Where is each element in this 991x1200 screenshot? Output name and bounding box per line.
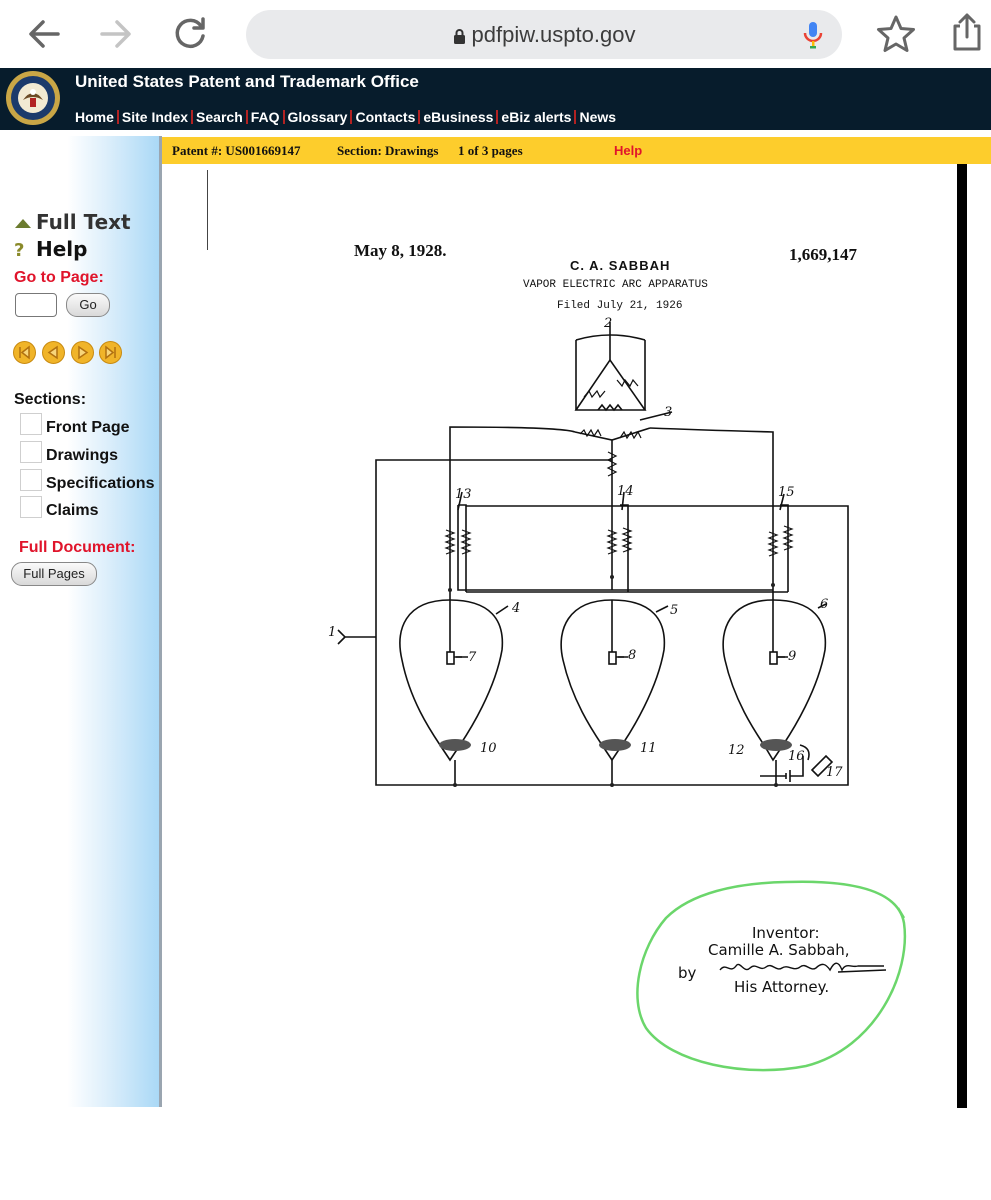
previous-page-icon[interactable] — [42, 341, 65, 364]
figure-label-7: 7 — [468, 650, 477, 665]
nav-separator — [117, 110, 119, 124]
back-arrow-icon[interactable] — [24, 14, 64, 54]
patent-number: Patent #: US001669147 — [172, 143, 301, 158]
sections-label: Sections: — [14, 391, 87, 408]
full-pages-button[interactable]: Full Pages — [11, 562, 97, 586]
uspto-header — [0, 68, 991, 130]
nav-news[interactable]: News — [579, 109, 617, 125]
figure-label-13: 13 — [455, 487, 472, 502]
section-drawings[interactable]: Drawings — [46, 447, 119, 464]
go-to-page-label: Go to Page: — [14, 269, 104, 286]
figure-label-17: 17 — [826, 765, 843, 780]
figure-label-6: 6 — [820, 597, 829, 612]
document-patent-number: 1,669,147 — [789, 245, 857, 264]
nav-ebusiness[interactable]: eBusiness — [423, 109, 494, 125]
star-icon[interactable] — [876, 14, 916, 54]
help-link-bar[interactable]: Help — [614, 143, 643, 158]
help-label: Help — [36, 237, 88, 261]
first-page-icon[interactable] — [13, 341, 36, 364]
last-page-icon[interactable] — [99, 341, 122, 364]
nav-ebiz-alerts[interactable]: eBiz alerts — [501, 109, 572, 125]
full-document-label: Full Document: — [19, 539, 136, 556]
attorney-label: His Attorney. — [734, 978, 830, 996]
inventor-signature-block — [636, 878, 908, 1073]
full-text-link[interactable] — [14, 210, 131, 234]
nav-separator — [574, 110, 576, 124]
page-number-input[interactable] — [15, 293, 57, 317]
filed-date: Filed July 21, 1926 — [557, 300, 683, 312]
attorney-signature — [718, 958, 888, 978]
by-label: by — [678, 964, 697, 982]
figure-label-1: 1 — [328, 625, 337, 640]
nav-separator — [283, 110, 285, 124]
uspto-title: United States Patent and Trademark Office — [75, 72, 419, 91]
section-claims[interactable]: Claims — [46, 502, 99, 519]
inventor-name: C. A. SABBAH — [570, 258, 671, 273]
figure-label-3: 3 — [664, 405, 673, 420]
figure-label-11: 11 — [640, 741, 657, 756]
uspto-seal-logo — [5, 70, 61, 126]
patent-info-bar — [162, 137, 991, 164]
figure-label-9: 9 — [788, 649, 797, 664]
go-button[interactable]: Go — [66, 293, 110, 317]
question-mark-icon: ? — [14, 240, 25, 261]
chevron-up-icon — [14, 210, 36, 234]
nav-faq[interactable]: FAQ — [250, 109, 280, 125]
figure-label-8: 8 — [628, 648, 637, 663]
url-display[interactable] — [246, 22, 842, 48]
section-checkbox-front-page[interactable] — [20, 413, 42, 435]
nav-separator — [496, 110, 498, 124]
section-checkbox-drawings[interactable] — [20, 441, 42, 463]
figure-label-4: 4 — [512, 601, 521, 616]
figure-label-16: 16 — [788, 749, 805, 764]
scan-dark-edge — [957, 164, 967, 1108]
next-page-icon[interactable] — [71, 341, 94, 364]
inventor-label: Inventor: — [752, 924, 820, 942]
figure-label-10: 10 — [480, 741, 497, 756]
help-link[interactable] — [14, 237, 87, 261]
scan-edge-line — [207, 170, 208, 250]
nav-site-index[interactable]: Site Index — [121, 109, 189, 125]
section-name: Section: Drawings — [337, 143, 439, 158]
lock-icon — [453, 28, 466, 44]
url-text: pdfpiw.uspto.gov — [471, 22, 636, 47]
sidebar — [0, 136, 160, 1107]
share-icon[interactable] — [950, 12, 984, 52]
uspto-nav — [75, 109, 616, 125]
nav-contacts[interactable]: Contacts — [355, 109, 416, 125]
patent-date: May 8, 1928. — [354, 241, 447, 260]
browser-toolbar — [0, 0, 991, 68]
nav-search[interactable]: Search — [196, 109, 243, 125]
reload-icon[interactable] — [170, 14, 210, 54]
inventor-full-name: Camille A. Sabbah, — [708, 941, 850, 959]
section-checkbox-claims[interactable] — [20, 496, 42, 518]
nav-separator — [246, 110, 248, 124]
section-checkbox-specifications[interactable] — [20, 469, 42, 491]
nav-separator — [191, 110, 193, 124]
nav-glossary[interactable]: Glossary — [287, 109, 348, 125]
section-front-page[interactable]: Front Page — [46, 419, 130, 436]
full-text-label: Full Text — [36, 210, 131, 234]
nav-separator — [418, 110, 420, 124]
forward-arrow-icon[interactable] — [96, 14, 136, 54]
figure-label-15: 15 — [778, 485, 795, 500]
patent-title: VAPOR ELECTRIC ARC APPARATUS — [523, 279, 708, 291]
page-count: 1 of 3 pages — [458, 143, 523, 158]
section-specifications[interactable]: Specifications — [46, 475, 155, 492]
figure-label-2: 2 — [604, 316, 613, 331]
nav-home[interactable]: Home — [75, 109, 114, 125]
nav-separator — [350, 110, 352, 124]
figure-label-5: 5 — [670, 603, 679, 618]
circuit-drawing — [325, 315, 865, 795]
address-bar[interactable] — [246, 10, 842, 59]
microphone-icon[interactable] — [802, 21, 824, 49]
figure-label-12: 12 — [728, 743, 745, 758]
figure-label-14: 14 — [617, 484, 634, 499]
